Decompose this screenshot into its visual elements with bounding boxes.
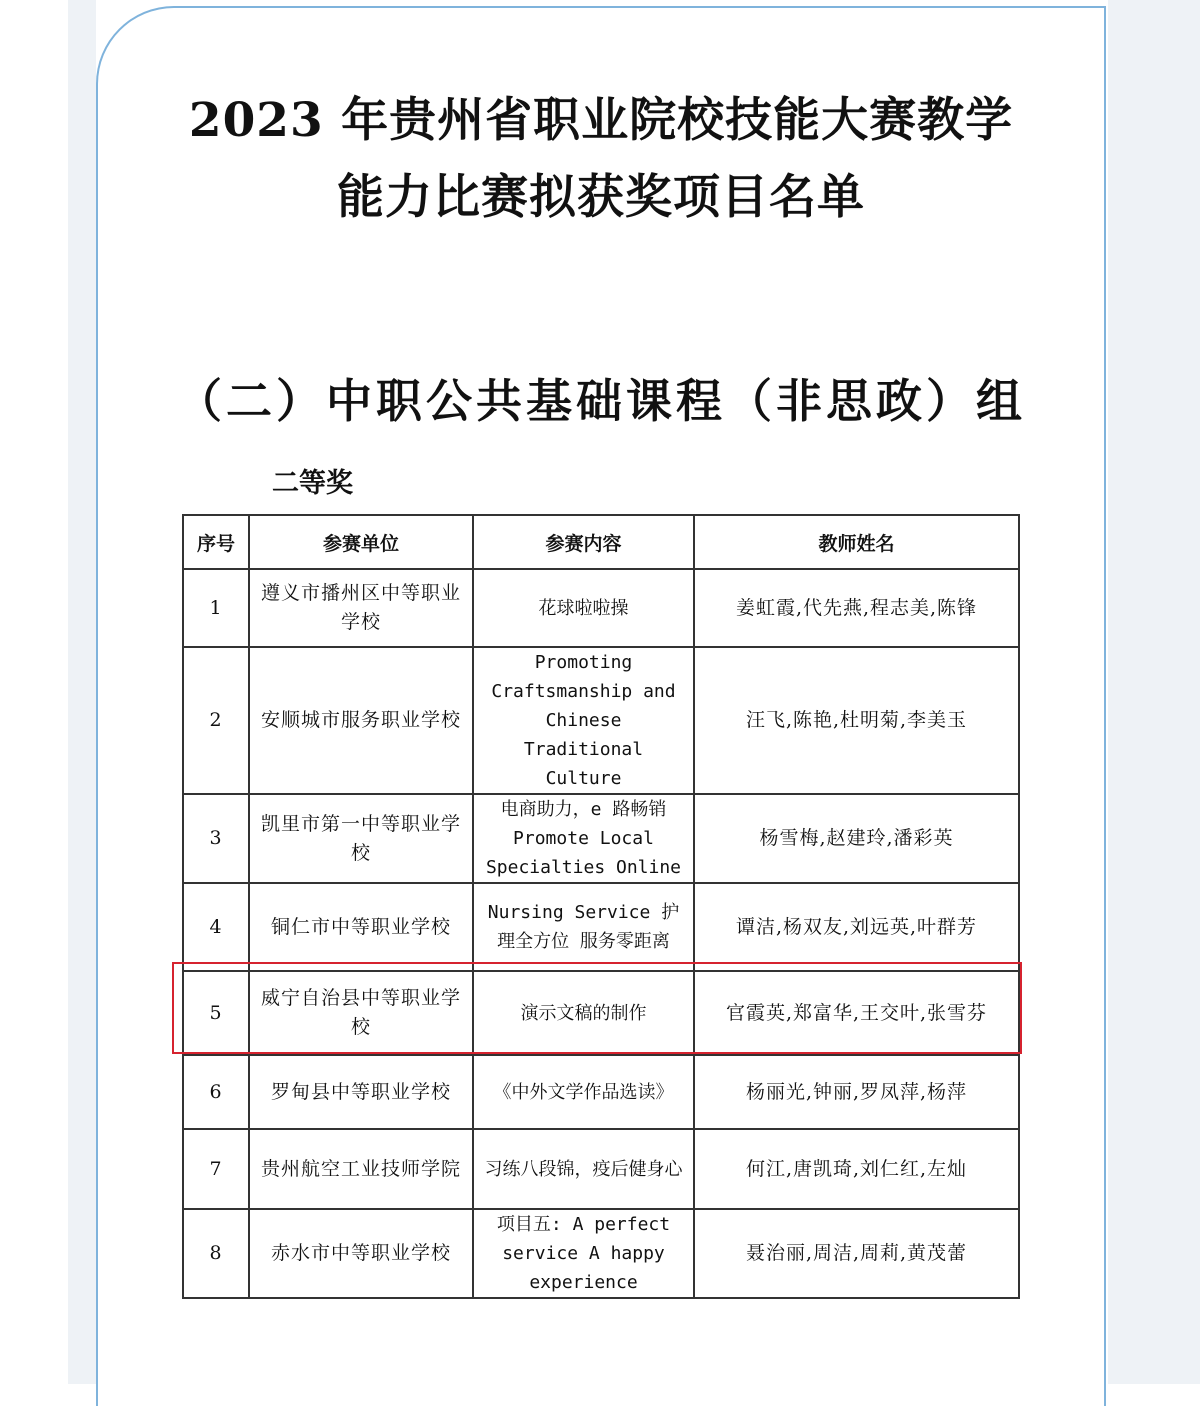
row-unit: 罗甸县中等职业学校 (249, 1055, 473, 1129)
row-content: 演示文稿的制作 (473, 971, 694, 1055)
row-teachers: 聂治丽,周洁,周莉,黄茂蕾 (694, 1209, 1019, 1298)
row-teachers: 何江,唐凯琦,刘仁红,左灿 (694, 1129, 1019, 1209)
row-no: 2 (183, 647, 249, 794)
row-no: 3 (183, 794, 249, 883)
row-unit: 威宁自治县中等职业学校 (249, 971, 473, 1055)
row-content: 习练八段锦，疫后健身心 (473, 1129, 694, 1209)
award-table (182, 514, 1020, 1299)
row-teachers: 谭洁,杨双友,刘远英,叶群芳 (694, 883, 1019, 971)
row-content: Nursing Service 护理全方位 服务零距离 (473, 883, 694, 971)
row-content: 电商助力，e 路畅销 Promote Local Specialties Online (473, 794, 694, 883)
page-margin-right (1108, 0, 1200, 1384)
row-content: 《中外文学作品选读》 (473, 1055, 694, 1129)
row-unit: 赤水市中等职业学校 (249, 1209, 473, 1298)
table-header-row (183, 515, 1019, 569)
title-line-2: 能力比赛拟获奖项目名单 (337, 170, 865, 225)
title-line-1: 2023 年贵州省职业院校技能大赛教学 (188, 93, 1014, 148)
table-row-highlighted (183, 971, 1019, 1055)
row-teachers: 杨雪梅,赵建玲,潘彩英 (694, 794, 1019, 883)
row-unit: 铜仁市中等职业学校 (249, 883, 473, 971)
document-title (96, 82, 1106, 236)
header-teachers: 教师姓名 (694, 515, 1019, 569)
header-content: 参赛内容 (473, 515, 694, 569)
section-heading: （二）中职公共基础课程（非思政）组 (176, 374, 1026, 428)
row-no: 6 (183, 1055, 249, 1129)
row-teachers: 汪飞,陈艳,杜明菊,李美玉 (694, 647, 1019, 794)
row-no: 1 (183, 569, 249, 647)
table-row (183, 883, 1019, 971)
header-unit: 参赛单位 (249, 515, 473, 569)
row-no: 5 (183, 971, 249, 1055)
table-row (183, 1129, 1019, 1209)
table-row (183, 1209, 1019, 1298)
row-content: Promoting Craftsmanship and Chinese Traditional Culture (473, 647, 694, 794)
award-level-label: 二等奖 (272, 468, 353, 499)
row-no: 4 (183, 883, 249, 971)
row-teachers: 姜虹霞,代先燕,程志美,陈锋 (694, 569, 1019, 647)
table-row (183, 569, 1019, 647)
row-unit: 贵州航空工业技师学院 (249, 1129, 473, 1209)
table-row (183, 1055, 1019, 1129)
row-content: 项目五: A perfect service A happy experience (473, 1209, 694, 1298)
row-teachers: 杨丽光,钟丽,罗凤萍,杨萍 (694, 1055, 1019, 1129)
row-no: 7 (183, 1129, 249, 1209)
row-teachers: 官霞英,郑富华,王交叶,张雪芬 (694, 971, 1019, 1055)
row-content: 花球啦啦操 (473, 569, 694, 647)
page-margin-left (0, 0, 68, 1384)
header-no: 序号 (183, 515, 249, 569)
row-unit: 安顺城市服务职业学校 (249, 647, 473, 794)
table-row (183, 647, 1019, 794)
page-margin-left-shade (68, 0, 96, 1384)
row-unit: 凯里市第一中等职业学校 (249, 794, 473, 883)
row-unit: 遵义市播州区中等职业学校 (249, 569, 473, 647)
row-no: 8 (183, 1209, 249, 1298)
table-row (183, 794, 1019, 883)
